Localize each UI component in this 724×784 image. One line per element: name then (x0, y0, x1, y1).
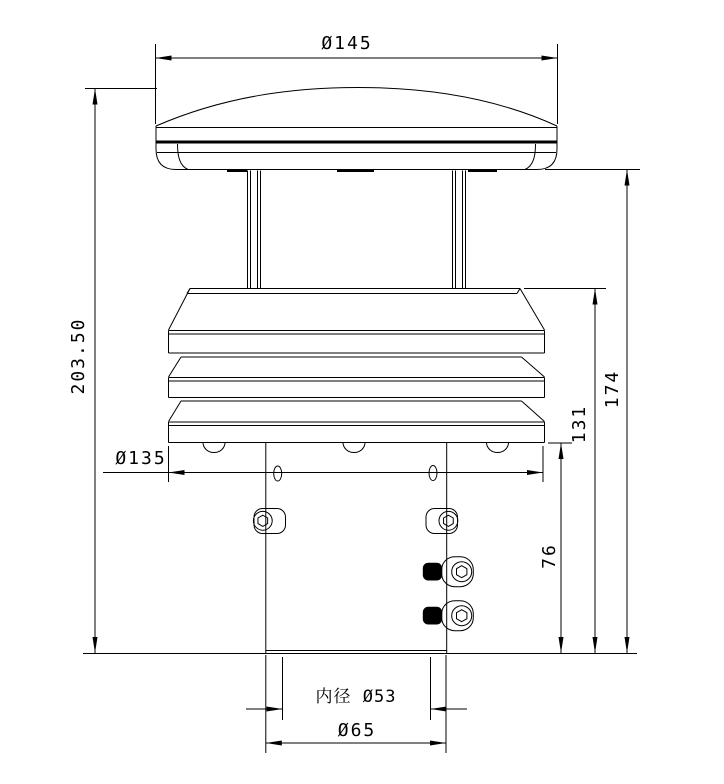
sensor-body (266, 443, 447, 654)
clamp-bolts (423, 557, 473, 631)
dimension-lines (83, 44, 640, 753)
dim-label-body-height: 76 (539, 543, 560, 569)
side-screws (253, 509, 457, 534)
louver-shield-stack (169, 289, 545, 443)
dim-label-height-louver-to-base: 131 (569, 404, 590, 444)
dim-label-bottom-inner-diameter: 内径 Ø53 (315, 687, 397, 707)
dim-label-top-cap-diameter: Ø145 (321, 33, 373, 54)
dim-label-louver-diameter: Ø135 (115, 448, 167, 469)
top-cap-outline (156, 88, 557, 172)
dim-label-overall-height: 203.50 (68, 317, 89, 395)
dim-label-height-cap-to-base: 174 (602, 369, 623, 409)
dim-label-bottom-outer-diameter: Ø65 (337, 720, 377, 741)
support-posts (248, 171, 466, 289)
transducer-arcs (203, 443, 509, 453)
